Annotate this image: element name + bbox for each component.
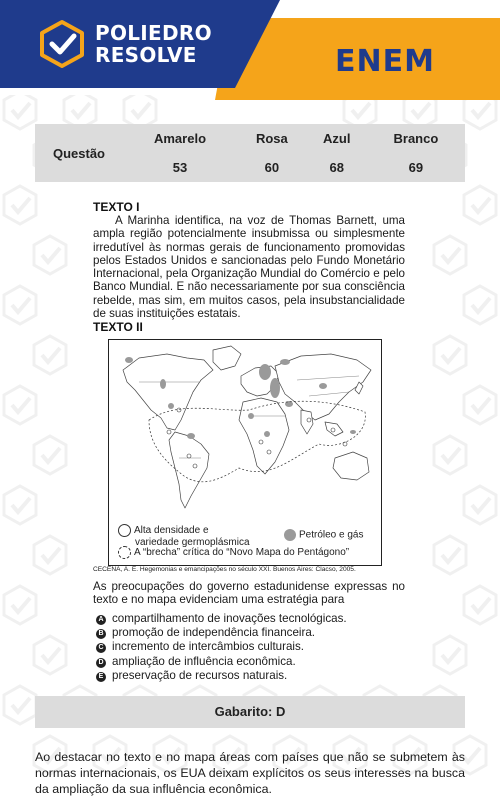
answer-key: Gabarito: D (35, 696, 465, 728)
alternatives-list (96, 612, 416, 683)
question-number-azul: 68 (329, 160, 344, 175)
alternative-e (96, 669, 416, 683)
alternative-a (96, 612, 416, 626)
question-number-amarelo: 53 (172, 160, 188, 175)
open-circle-icon (118, 524, 131, 537)
alternative-b (96, 626, 416, 640)
alternative-text-a: compartilhamento de inovações tecnológicas. (112, 612, 347, 625)
brand-name (95, 22, 212, 66)
brand-line-2: RESOLVE (95, 43, 197, 67)
greenland-shape (213, 346, 241, 370)
answer-explanation: Ao destacar no texto e no mapa áreas com países que não se submetem às normas internacionais, os EUA deixam explícitos os seus interesses na busca da ampliação da sua influência econômica. (35, 750, 465, 796)
brand-line-1: POLIEDRO (95, 21, 212, 45)
alternative-text-b: promoção de independência financeira. (112, 626, 316, 640)
dashed-circle-icon (118, 546, 131, 559)
legend-high-density-line1: Alta densidade e (134, 525, 209, 537)
alternative-letter-d: D (96, 658, 106, 668)
question-stem: As preocupações do governo estadunidense expressas no texto e no mapa evidenciam uma estratégia para (93, 580, 405, 607)
australia-shape (333, 452, 369, 480)
question-number-branco: 69 (408, 160, 424, 175)
legend-oil-gas-label: Petróleo e gás (299, 529, 364, 541)
map-source-citation: CECEÑA, A. E. Hegemonias e emancipações no século XXI. Buenos Aires: Clacso, 2005. (93, 566, 356, 573)
alternative-letter-c: C (96, 643, 106, 653)
alternative-text-e: preservação de recursos naturais. (112, 668, 288, 682)
column-header-rosa: Rosa (255, 131, 288, 146)
gray-area-icon (284, 529, 296, 541)
india-shape (301, 410, 313, 434)
column-header-branco: Branco (393, 131, 439, 146)
north-america-shape (123, 354, 213, 430)
question-label: Questão (52, 145, 105, 161)
alternative-c (96, 640, 416, 654)
texto-2-heading: TEXTO II (93, 320, 143, 335)
alternative-letter-e: E (96, 672, 106, 682)
south-america-shape (169, 432, 209, 508)
question-number-table (35, 124, 465, 182)
legend-high-density-line2: variedade germoplásmica (135, 537, 250, 548)
alternative-text-d: ampliação de influência econômica. (112, 654, 296, 668)
exam-title: ENEM (335, 44, 435, 79)
legend-gap-label: A “brecha” crítica do “Novo Mapa do Pentágono” (134, 547, 350, 559)
column-header-azul: Azul (323, 131, 351, 146)
texto-1-heading: TEXTO I (93, 200, 140, 214)
alternative-letter-b: B (96, 629, 106, 639)
alternative-letter-a: A (96, 615, 106, 625)
southeast-asia-shape (325, 422, 343, 436)
africa-shape (239, 398, 289, 474)
column-header-amarelo: Amarelo (153, 131, 207, 146)
legend-oil-gas (284, 529, 364, 541)
question-number-rosa: 60 (264, 160, 280, 175)
alternative-d (96, 655, 416, 669)
header-banner (0, 0, 500, 100)
alternative-text-c: incremento de intercâmbios culturais. (112, 640, 305, 654)
legend-gap (118, 546, 349, 559)
legend-high-density (118, 524, 250, 548)
texto-1-body: A Marinha identifica, na voz de Thomas Barnett, uma ampla região potencialmente insubmissa ou simplesmente irredutível às normas gerais de funcionamento promovidas pelos Estados Unidos e sancionadas pelo Fundo Monetário Internacional, pela Organização Mundial do Comércio e pelo Banco Mundial. E não necessariamente por sua consciência rebelde, mas sim, em muitos casos, pela insubstancialidade de suas instituições estatais. (93, 214, 405, 321)
question-body (93, 200, 405, 334)
